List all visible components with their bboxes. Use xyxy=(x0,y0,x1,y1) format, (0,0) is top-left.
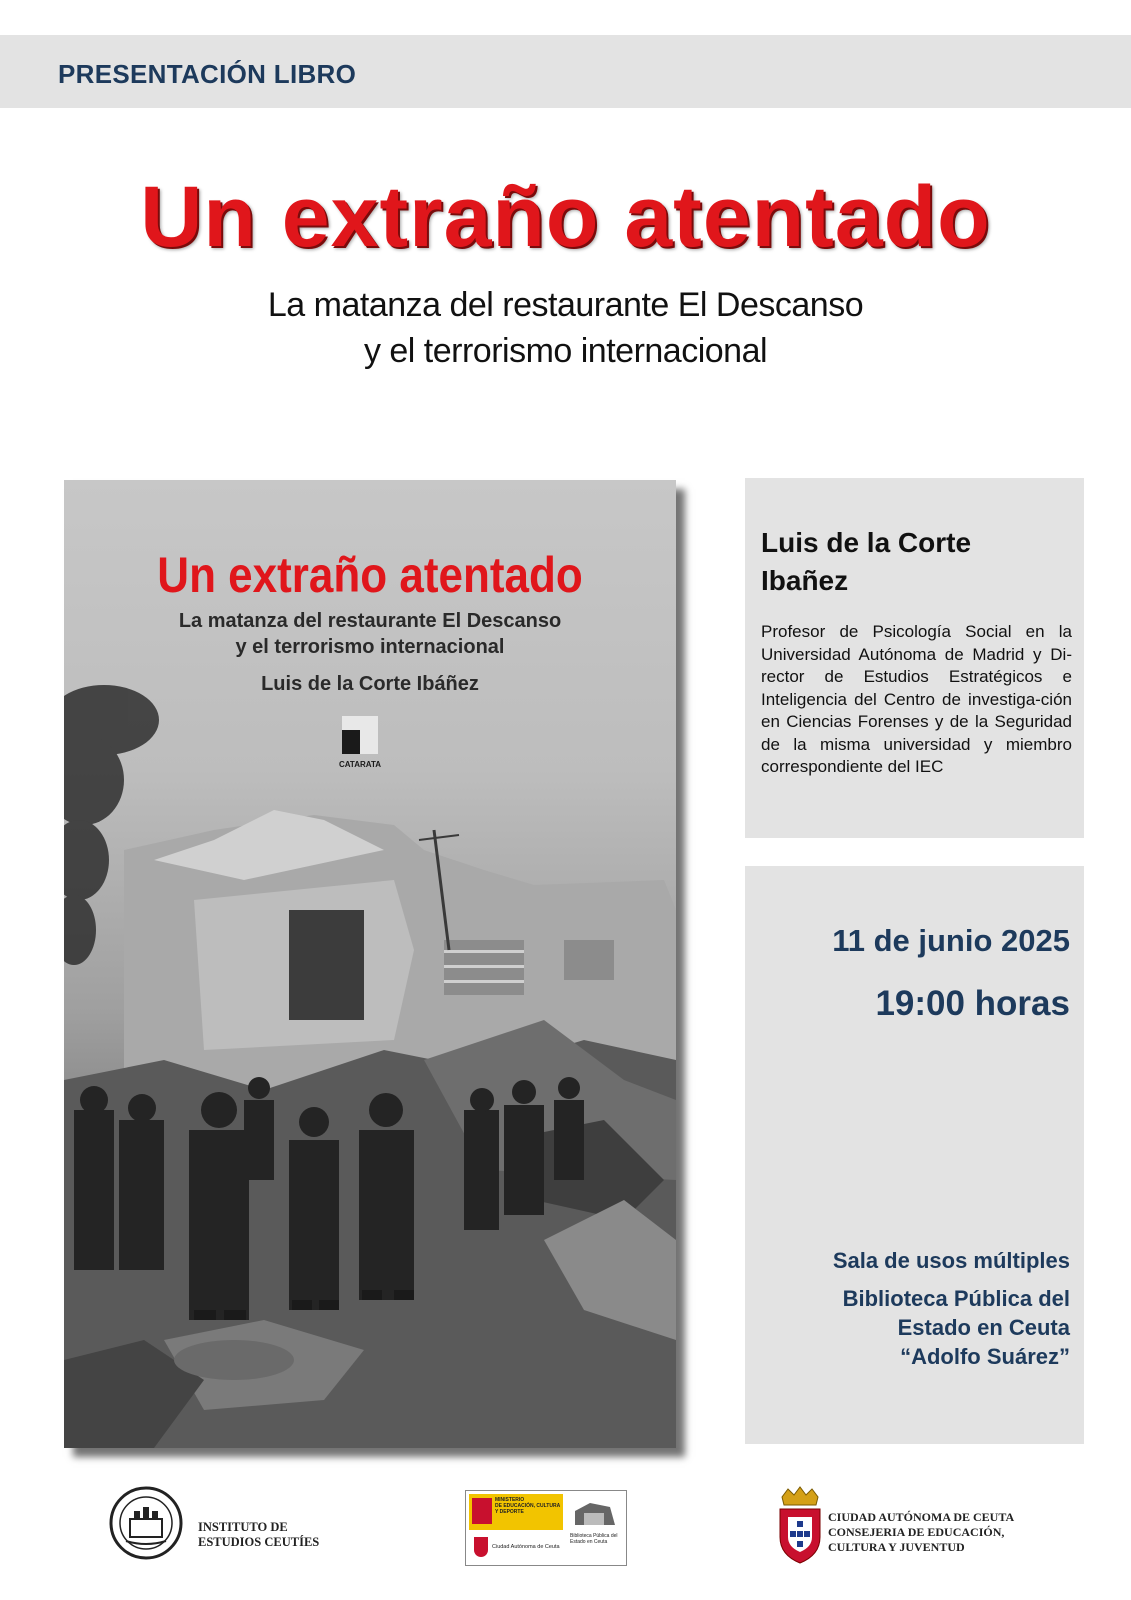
ceuta-council-name xyxy=(828,1510,1014,1555)
ministry-library-label: Biblioteca Pública del Estado en Ceuta xyxy=(570,1533,618,1545)
ministry-line-2: DE EDUCACIÓN, CULTURA xyxy=(495,1503,561,1509)
event-details-panel xyxy=(745,866,1084,1444)
ministry-ceuta-label: Ciudad Autónoma de Ceuta xyxy=(492,1544,560,1550)
author-panel xyxy=(745,478,1084,838)
event-subtitle xyxy=(0,282,1131,374)
ceuta-line-2: CONSEJERIA DE EDUCACIÓN, xyxy=(828,1525,1005,1539)
event-date: 11 de junio 2025 xyxy=(832,923,1070,958)
spain-coat-of-arms-icon xyxy=(472,1498,492,1524)
ministry-line-1: MINISTERIO xyxy=(495,1497,525,1503)
cover-subtitle-line-2: y el terrorismo internacional xyxy=(235,636,505,658)
author-bio: Profesor de Psicología Social en la Universidad Autónoma de Madrid y Di-rector de Estudios Estratégicos e Inteligencia del Centro de investiga-ción en Ciencias Forenses y de la Seguridad de la misma universidad y miembro correspondiente del IEC xyxy=(761,622,1072,776)
subtitle-line-2: y el terrorismo internacional xyxy=(363,332,768,370)
venue-line-4: “Adolfo Suárez” xyxy=(900,1344,1070,1369)
publisher-name: CATARATA xyxy=(338,760,382,769)
venue-line-2: Biblioteca Pública del xyxy=(842,1286,1070,1311)
library-building-icon xyxy=(570,1497,620,1527)
ministry-line-3: Y DEPORTE xyxy=(495,1509,524,1515)
ministry-library-logo xyxy=(465,1490,627,1566)
event-venue xyxy=(833,1246,1070,1371)
author-name-line-2: Ibañez xyxy=(761,565,849,596)
author-name xyxy=(761,524,971,600)
ceuta-line-1: CIUDAD AUTÓNOMA DE CEUTA xyxy=(828,1510,1015,1524)
book-cover-image xyxy=(64,480,676,1448)
cover-title: Un extraño atentado xyxy=(157,547,583,603)
iec-line-1: INSTITUTO DE xyxy=(198,1520,288,1534)
header-band xyxy=(0,35,1131,108)
iec-name xyxy=(198,1520,319,1550)
ministry-text xyxy=(495,1497,560,1515)
event-time: 19:00 horas xyxy=(875,984,1070,1023)
subtitle-line-1: La matanza del restaurante El Descanso xyxy=(267,286,864,324)
venue-line-1: Sala de usos múltiples xyxy=(832,1248,1070,1273)
iec-seal-icon xyxy=(108,1485,184,1561)
author-name-line-1: Luis de la Corte xyxy=(761,527,972,558)
event-title: Un extraño atentado xyxy=(140,169,991,265)
cover-subtitle xyxy=(64,608,676,660)
header-label: PRESENTACIÓN LIBRO xyxy=(58,59,357,89)
venue-line-3: Estado en Ceuta xyxy=(897,1315,1070,1340)
iec-line-2: ESTUDIOS CEUTÍES xyxy=(198,1535,320,1549)
ministry-logo-box xyxy=(469,1494,563,1530)
ceuta-coat-of-arms-icon xyxy=(772,1485,828,1565)
cover-subtitle-line-1: La matanza del restaurante El Descanso xyxy=(178,610,562,632)
catarata-logo-icon xyxy=(342,716,378,754)
ceuta-line-3: CULTURA Y JUVENTUD xyxy=(828,1540,965,1554)
cover-author: Luis de la Corte Ibáñez xyxy=(261,673,479,695)
ceuta-small-shield-icon xyxy=(474,1537,488,1557)
